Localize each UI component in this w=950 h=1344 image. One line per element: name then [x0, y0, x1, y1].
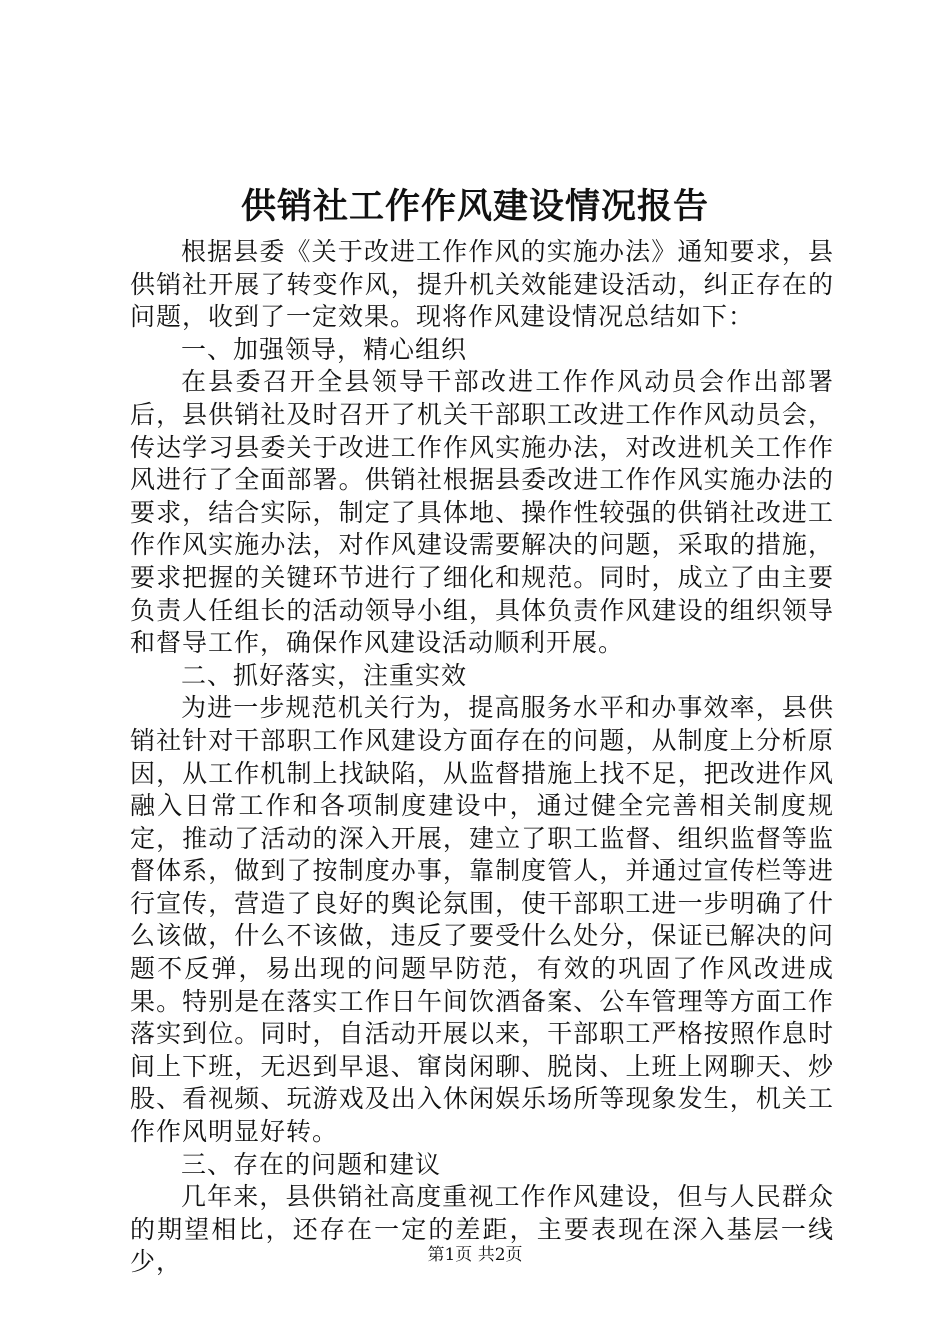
section-2-paragraph: 为进一步规范机关行为，提高服务水平和办事效率，县供销社针对干部职工作风建设方面存在的问题，从制度上分析原因，从工作机制上找缺陷，从监督措施上找不足，把改进作风融入日常工作和各项制度建设中，通过健全完善相关制度规定，推动了活动的深入开展，建立了职工监督、组织监督等监督体系，做到了按制度办事，靠制度管人，并通过宣传栏等进行宣传，营造了良好的舆论氛围，使干部职工进一步明确了什么该做，什么不该做，违反了要受什么处分，保证已解决的问题不反弹，易出现的问题早防范，有效的巩固了作风改进成果。特别是在落实工作日午间饮酒备案、公车管理等方面工作落实到位。同时，自活动开展以来，干部职工严格按照作息时间上下班，无迟到早退、窜岗闲聊、脱岗、上班上网聊天、炒股、看视频、玩游戏及出入休闲娱乐场所等现象发生，机关工作作风明显好转。 — [130, 693, 834, 1147]
section-3-paragraph: 几年来，县供销社高度重视工作作风建设，但与人民群众的期望相比，还存在一定的差距，主要表现在深入基层一线少， — [130, 1182, 834, 1277]
document-title: 供销社工作作风建设情况报告 — [240, 186, 709, 227]
document-body — [130, 236, 834, 1279]
section-heading-3: 三、存在的问题和建议 — [181, 1149, 442, 1179]
section-heading-1: 一、加强领导，精心组织 — [181, 334, 468, 364]
page-footer: 第1页 共2页 — [427, 1245, 523, 1265]
section-heading-2: 二、抓好落实，注重实效 — [181, 660, 468, 690]
intro-paragraph: 根据县委《关于改进工作作风的实施办法》通知要求，县供销社开展了转变作风，提升机关效能建设活动，纠正存在的问题，收到了一定效果。现将作风建设情况总结如下： — [130, 237, 834, 332]
section-1-paragraph: 在县委召开全县领导干部改进工作作风动员会作出部署后，县供销社及时召开了机关干部职工改进工作作风动员会，传达学习县委关于改进工作作风实施办法，对改进机关工作作风进行了全面部署。供销社根据县委改进工作作风实施办法的要求，结合实际，制定了具体地、操作性较强的供销社改进工作作风实施办法，对作风建设需要解决的问题，采取的措施，要求把握的关键环节进行了细化和规范。同时，成立了由主要负责人任组长的活动领导小组，具体负责作风建设的组织领导和督导工作，确保作风建设活动顺利开展。 — [130, 367, 834, 658]
